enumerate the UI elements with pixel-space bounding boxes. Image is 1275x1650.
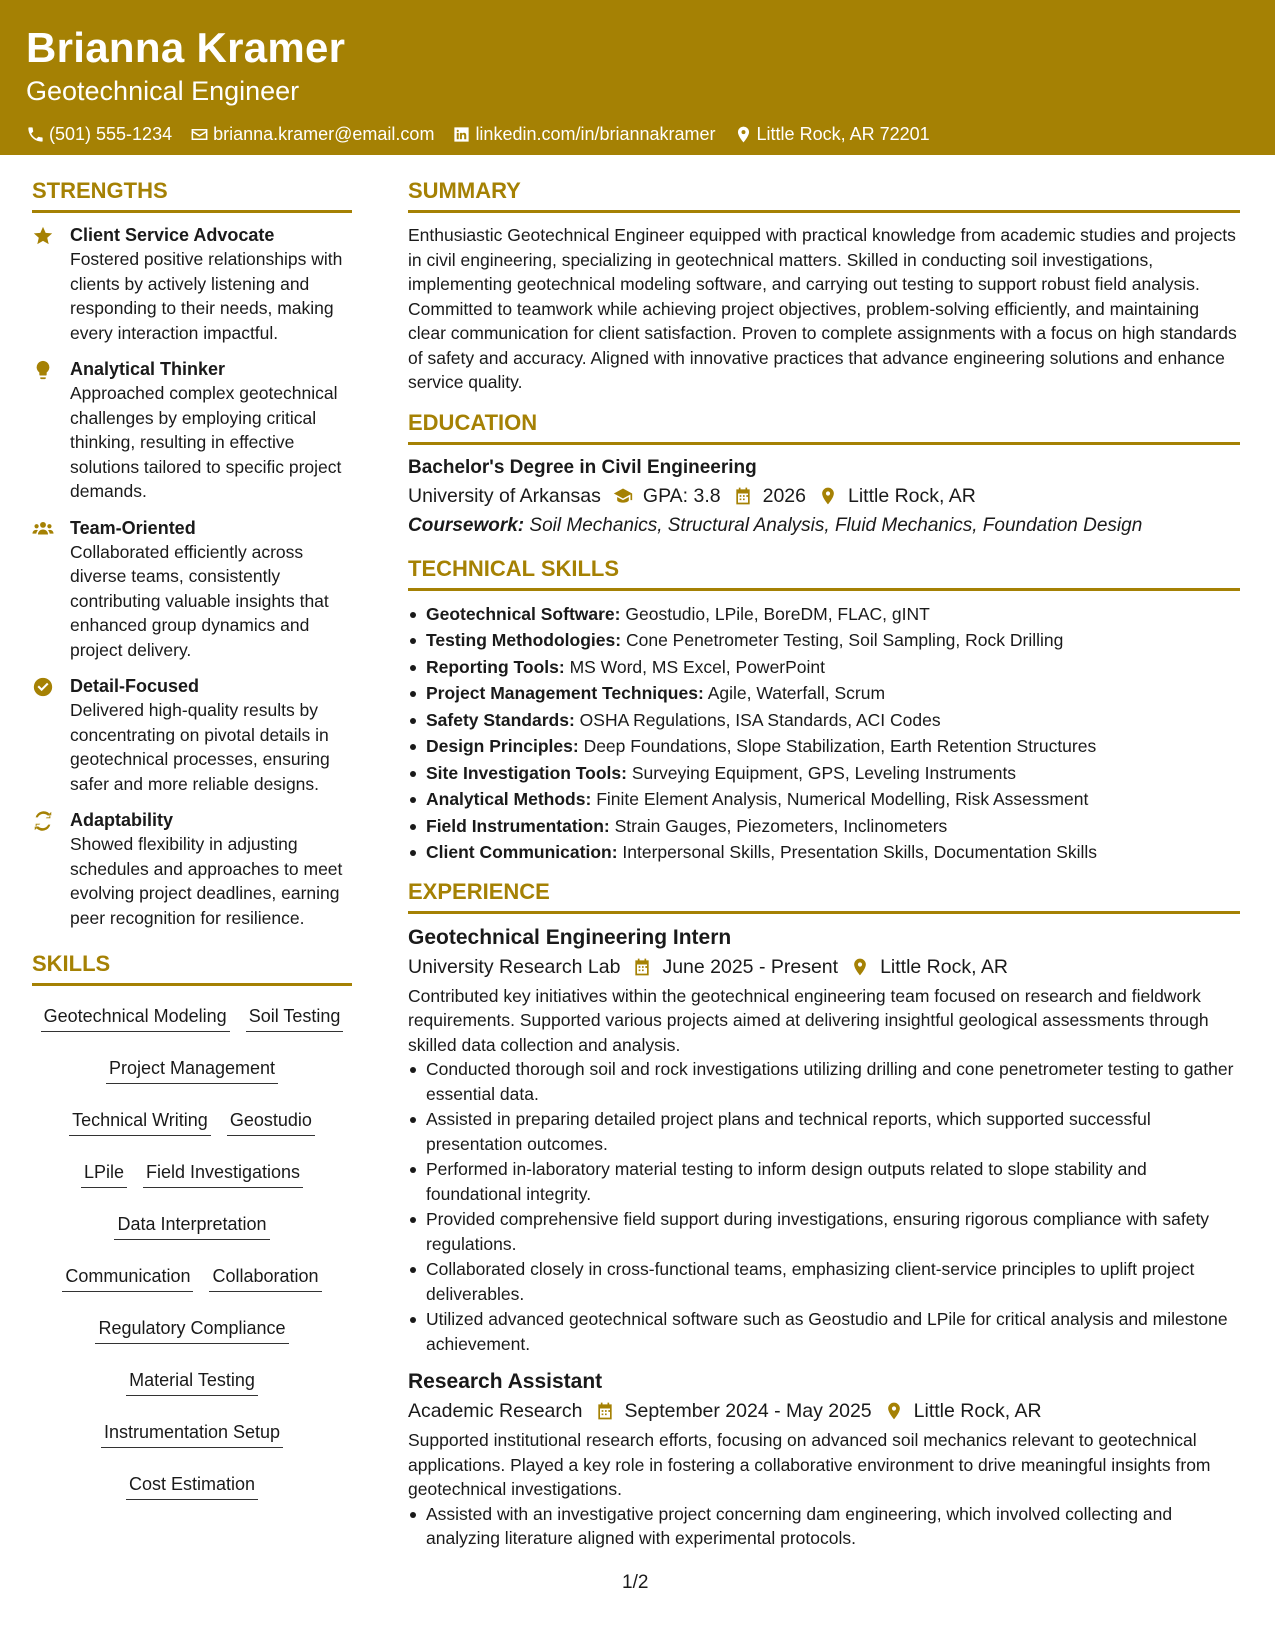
job-description: Contributed key initiatives within the geotechnical engineering team focused on research and fieldwork requirements. Supported various projects aimed at delivering insightful geological assessments through skilled data collection and analysis. (408, 985, 1209, 1055)
job-bullets (408, 1502, 1240, 1551)
job-org: University Research Lab (408, 955, 621, 978)
technical-skills-list (408, 601, 1240, 866)
strength-desc: Approached complex geotechnical challenges by employing critical thinking, resulting in effective solutions tailored to specific project demands. (70, 383, 342, 501)
list-item: Performed in-laboratory material testing to inform design outputs related to slope stability and foundational integrity. (408, 1157, 1240, 1206)
school-name: University of Arkansas (408, 484, 601, 507)
candidate-role: Geotechnical Engineer (26, 76, 300, 106)
check-circle-icon (32, 676, 54, 698)
job-description: Supported institutional research efforts, focusing on advanced soil mechanics relevant to geotechnical applications. Played a key role in fostering a collaborative environment to drive meaningful insights from geotechnical investigations. (408, 1430, 1211, 1499)
skill-tag: Technical Writing (69, 1108, 211, 1136)
education-meta (408, 481, 1240, 511)
list-item: Assisted in preparing detailed project plans and technical reports, which supported successful presentation outcomes. (408, 1107, 1240, 1156)
degree-title: Bachelor's Degree in Civil Engineering (408, 456, 757, 478)
list-item: Safety Standards: OSHA Regulations, ISA Standards, ACI Codes (408, 707, 1240, 734)
contact-bar (26, 124, 1249, 145)
skill-tag: Data Interpretation (114, 1212, 269, 1240)
technical-skills-heading: TECHNICAL SKILLS (408, 555, 1240, 591)
skill-tag: Cost Estimation (126, 1472, 258, 1500)
strength-title: Team-Oriented (70, 517, 196, 538)
year-text: 2026 (762, 484, 806, 507)
skills-tags (32, 1048, 352, 1096)
candidate-name: Brianna Kramer (26, 24, 346, 71)
skills-tags (32, 1308, 352, 1356)
job-title: Geotechnical Engineering Intern (408, 925, 732, 949)
strengths-heading: STRENGTHS (32, 177, 352, 213)
refresh-icon (32, 810, 54, 832)
job-entry (408, 924, 1240, 1357)
job-location-item (850, 952, 1008, 982)
list-item: Design Principles: Deep Foundations, Slope Stabilization, Earth Retention Structures (408, 733, 1240, 760)
skill-tag: Geotechnical Modeling (41, 1004, 230, 1032)
strength-desc: Showed flexibility in adjusting schedules and approaches to meet evolving project deadlines, earning peer recognition for resilience. (70, 834, 343, 928)
list-item: Provided comprehensive field support during investigations, ensuring rigorous compliance with safety regulations. (408, 1207, 1240, 1256)
job-title: Research Assistant (408, 1370, 603, 1393)
strength-desc: Delivered high-quality results by concentrating on pivotal details in geotechnical processes, ensuring safer and more reliable designs. (70, 700, 330, 794)
list-item: Field Instrumentation: Strain Gauges, Piezometers, Inclinometers (408, 813, 1240, 840)
summary-heading: SUMMARY (408, 177, 1240, 213)
contact-phone[interactable] (26, 124, 172, 145)
job-bullets (408, 1057, 1240, 1356)
skill-tag: Instrumentation Setup (101, 1420, 283, 1448)
job-location-item (884, 1396, 1042, 1426)
skill-tag: Collaboration (209, 1264, 321, 1292)
skills-tags (32, 1464, 352, 1512)
coursework (408, 511, 1240, 541)
skill-tag: Project Management (106, 1056, 278, 1084)
list-item: Geotechnical Software: Geostudio, LPile, BoreDM, FLAC, gINT (408, 601, 1240, 628)
page-number: 1/2 (622, 1572, 649, 1593)
strength-title: Analytical Thinker (70, 359, 226, 379)
gpa-item (613, 481, 721, 511)
job-org: Academic Research (408, 1400, 583, 1422)
linkedin-icon (452, 125, 471, 144)
strength-item (32, 357, 352, 504)
job-meta (408, 952, 1240, 982)
map-pin-icon (734, 125, 753, 144)
contact-linkedin[interactable] (452, 124, 715, 145)
envelope-icon (190, 125, 209, 144)
list-item: Utilized advanced geotechnical software such as Geostudio and LPile for critical analysis and milestone achievement. (408, 1307, 1240, 1356)
contact-email[interactable] (190, 124, 434, 145)
skill-tag: LPile (81, 1160, 127, 1188)
gpa-text: GPA: 3.8 (642, 484, 721, 507)
skills-tags (32, 1100, 352, 1148)
list-item: Reporting Tools: MS Word, MS Excel, PowerPoint (408, 654, 1240, 681)
list-item: Assisted with an investigative project concerning dam engineering, which involved collecting and analyzing literature aligned with experimental protocols. (408, 1502, 1240, 1551)
skills-tags (32, 1412, 352, 1460)
education-heading: EDUCATION (408, 409, 1240, 445)
job-dates: September 2024 - May 2025 (624, 1400, 872, 1422)
strength-item (32, 808, 352, 930)
edu-location-item (818, 481, 976, 511)
job-location: Little Rock, AR (913, 1400, 1042, 1422)
skill-tag: Regulatory Compliance (95, 1316, 288, 1344)
skills-heading: SKILLS (32, 950, 352, 986)
star-icon (32, 225, 54, 247)
phone-icon (26, 125, 45, 144)
calendar-icon (595, 1401, 615, 1421)
skills-tags (32, 1204, 352, 1252)
coursework-text: Soil Mechanics, Structural Analysis, Fluid Mechanics, Foundation Design (529, 514, 1143, 536)
skills-tags (32, 1152, 352, 1200)
job-location: Little Rock, AR (880, 955, 1008, 978)
job-meta (408, 1396, 1240, 1426)
job-dates-item (595, 1396, 872, 1426)
skill-tag: Field Investigations (143, 1160, 303, 1188)
skill-tag: Communication (62, 1264, 193, 1292)
calendar-icon (733, 486, 753, 506)
skills-tags (32, 996, 352, 1044)
strength-desc: Fostered positive relationships with clients by actively listening and responding to their needs, making every interaction impactful. (70, 249, 343, 343)
job-entry (408, 1368, 1240, 1551)
list-item: Conducted thorough soil and rock investigations utilizing drilling and cone penetrometer testing to gather essential data. (408, 1057, 1240, 1106)
calendar-icon (632, 957, 652, 977)
strength-desc: Collaborated efficiently across diverse teams, consistently contributing valuable insights that enhanced group dynamics and project delivery. (70, 541, 329, 660)
list-item: Testing Methodologies: Cone Penetrometer Testing, Soil Sampling, Rock Drilling (408, 627, 1240, 654)
summary-text: Enthusiastic Geotechnical Engineer equipped with practical knowledge from academic studies and projects in civil engineering, specializing in geotechnical matters. Skilled in conducting soil investigations, implementing geotechnical modeling software, and carrying out testing to support robust field analysis. Committed to teamwork while achieving project objectives, problem-solving efficiently, and maintaining clear communication for client satisfaction. Proven to complete assignments with a focus on high standards of safety and accuracy. Aligned with innovative practices that advance engineering solutions and enhance service quality. (408, 225, 1237, 392)
strength-item (32, 223, 352, 345)
location-text: Little Rock, AR 72201 (756, 124, 930, 144)
list-item: Collaborated closely in cross-functional teams, emphasizing client-service principles to uplift project deliverables. (408, 1257, 1240, 1306)
lightbulb-icon (32, 359, 54, 381)
list-item: Analytical Methods: Finite Element Analysis, Numerical Modelling, Risk Assessment (408, 786, 1240, 813)
experience-heading: EXPERIENCE (408, 878, 1240, 914)
users-icon (32, 518, 54, 540)
skill-tag: Geostudio (227, 1108, 315, 1136)
contact-location (734, 124, 930, 145)
linkedin-text: linkedin.com/in/briannakramer (475, 124, 716, 144)
graduation-cap-icon (613, 486, 633, 506)
skills-tags (32, 1360, 352, 1408)
skill-tag: Material Testing (126, 1368, 258, 1396)
right-column (408, 177, 1240, 1563)
map-pin-icon (884, 1401, 904, 1421)
list-item: Project Management Techniques: Agile, Waterfall, Scrum (408, 680, 1240, 707)
job-dates: June 2025 - Present (662, 955, 839, 978)
email-text: brianna.kramer@email.com (213, 124, 435, 144)
strength-item (32, 516, 352, 663)
edu-location-text: Little Rock, AR (847, 484, 976, 507)
list-item: Site Investigation Tools: Surveying Equipment, GPS, Leveling Instruments (408, 760, 1240, 787)
map-pin-icon (818, 486, 838, 506)
phone-text: (501) 555-1234 (49, 124, 173, 144)
resume-header (0, 0, 1275, 155)
job-dates-item (632, 952, 838, 982)
strength-title: Client Service Advocate (70, 225, 275, 245)
skill-tag: Soil Testing (246, 1004, 344, 1032)
map-pin-icon (850, 957, 870, 977)
left-column (32, 177, 352, 1512)
strength-item (32, 674, 352, 796)
strength-title: Detail-Focused (70, 676, 200, 696)
year-item (733, 481, 806, 511)
strength-title: Adaptability (70, 810, 174, 830)
list-item: Client Communication: Interpersonal Skills, Presentation Skills, Documentation Skills (408, 839, 1240, 866)
skills-tags (32, 1256, 352, 1304)
coursework-label: Coursework: (408, 514, 525, 536)
